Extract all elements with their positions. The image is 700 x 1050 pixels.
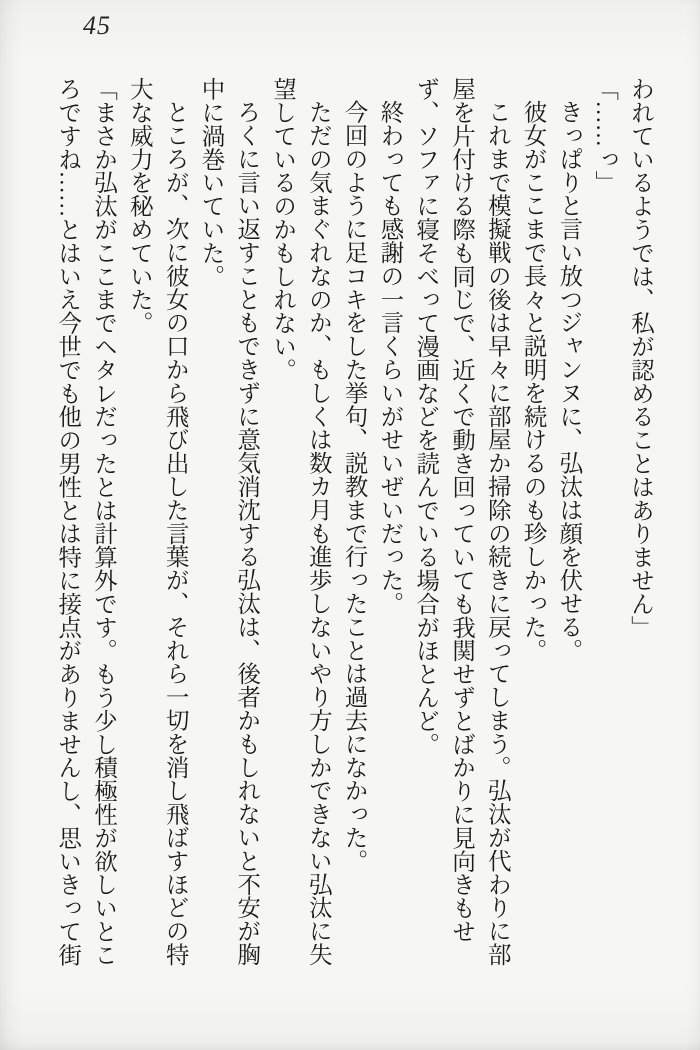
paragraph: これまで模擬戦の後は早々に部屋か掃除の続きに戻ってしまう。弘汰が代わりに部屋を片付ける際も同じで、近くで動き回っていても我関せずとばかりに見向きもせず、ソファに寝そべって漫画などを読んでいる場合がほとんど。 — [412, 77, 510, 967]
page-number: 45 — [83, 11, 111, 40]
paragraph-dialogue: 「まさか弘汰がここまでヘタレだったとは計算外です。もう少し積極性が欲しいところですね……とはいえ今世でも他の男性とは特に接点がありませんし、思いきって街 — [54, 77, 117, 967]
paragraph-dialogue: 「……っ」 — [591, 77, 618, 194]
paragraph: 彼女がここまで長々と説明を続けるのも珍しかった。 — [519, 100, 546, 662]
paragraph: われているようでは、私が認めることはありません」 — [627, 77, 653, 639]
paragraph: ただの気まぐれなのか、もしくは数カ月も進歩しないやり方しかできない弘汰に失望しているのかもしれない。 — [269, 77, 331, 967]
paragraph: きっぱりと言い放つジャンヌに、弘汰は顔を伏せる。 — [555, 100, 582, 662]
paragraph: ろくに言い返すこともできずに意気消沈する弘汰は、後者かもしれないと不安が胸中に渦巻いていた。 — [197, 77, 260, 967]
paragraph: 終わっても感謝の一言くらいがせいぜいだった。 — [376, 100, 403, 616]
paragraph: 今回のように足コキをした挙句、説教まで行ったことは過去になかった。 — [340, 100, 367, 873]
paragraph: ところが、次に彼女の口から飛び出した言葉が、それら一切を消し飛ばすほどの特大な威力を秘めていた。 — [125, 77, 188, 967]
body-text — [48, 77, 657, 975]
